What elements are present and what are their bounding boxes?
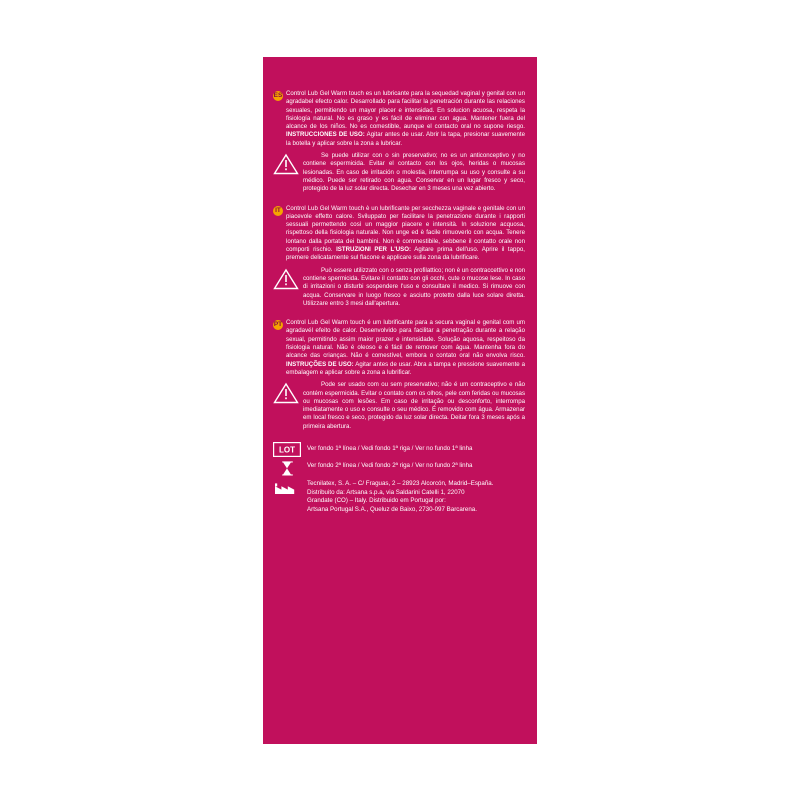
warning-text-it: Può essere utilizzato con o senza profilattico; non è un contraccettivo e non contiene spermicida. Evitare il contatto con gli occhi, cute o mucose lese. In caso di irritazioni o disturbi sospendere l'uso e consultare il medico. Si rimuove con acqua. Conservare in luogo fresco e asciutto protetto dalla luce solare diretta. Utilizzare entro 3 mesi dall'apertura.	[303, 266, 525, 307]
language-block-pt	[273, 319, 525, 431]
warning-row-es	[273, 152, 525, 193]
language-text-es	[286, 90, 525, 148]
description-text-it: Control Lub Gel Warm touch è un lubrificante per secchezza vaginale e genitale con un piacevole effetto calore. Sviluppato per facilitare la penetrazione durante i rapporti sessuali permettendo così un maggior piacere e intensità. In soluzione acquosa, rispettoso della fisiologia naturale. Non unge ed è facile rimuoverlo con acqua. Tenere lontano dalla portata dei bambini. Non è commestibile, sebbene il contatto orale non comporti rischio.	[286, 204, 525, 254]
warning-triangle-icon-pt	[273, 382, 299, 409]
lot-icon	[273, 442, 301, 457]
language-row-it	[273, 205, 525, 263]
description-text-es: Control Lub Gel Warm touch es un lubricante para la sequedad vaginal y genital con un agradabel efecto calor. Desarrollado para facilitar la penetración durante las relaciones sexuales, permitiendo un mayor placer e intensidad. En solucion acuosa, respeta la fisiología natural. No es graso y es fácil de eliminar con agua. Mantener fuera del alcance de los niños. No es comestible, aunque el contacto oral no supone riesgo.	[286, 90, 525, 131]
label-footer	[273, 442, 525, 514]
instructions-text-es: Agitar antes de usar. Abrir la tapa, presionar suavemente la botella y aplicar sobre la zona a lubricar.	[286, 131, 525, 147]
label-content	[273, 90, 525, 518]
manufacturer-line-3: Grandate (CO) – Italy. Distribuido em Portugal por:	[307, 497, 446, 505]
lot-text: Ver fondo 1ª línea / Vedi fondo 1ª riga / Ver no fundo 1ª linha	[307, 444, 473, 452]
language-badge-pt: PT	[273, 321, 283, 329]
instructions-text-it: Agitare prima dell'uso. Aprire il tappo, premere delicatamente sul flacone e applicare sulla zona da lubrificare.	[286, 246, 525, 262]
factory-icon	[273, 480, 301, 495]
instructions-label-pt: INSTRUÇÕES DE USO:	[286, 360, 354, 368]
instructions-text-pt: Agitar antes de usar. Abra a tampa e pressione suavemente a embalagem e aplicar sobre a zona a lubrificar.	[286, 360, 525, 376]
manufacturer-row	[273, 480, 525, 514]
product-label-panel	[263, 57, 537, 744]
language-badge-es: ES	[273, 92, 283, 99]
hourglass-icon	[273, 461, 301, 476]
instructions-label-es: INSTRUCCIONES DE USO:	[286, 131, 365, 139]
manufacturer-address	[307, 480, 493, 514]
warning-row-it	[273, 267, 525, 308]
language-row-pt	[273, 319, 525, 377]
expiry-row	[273, 461, 525, 476]
language-text-it	[286, 205, 525, 263]
description-text-pt: Control Lub Gel Warm touch é um lubrificante para a secura vaginal e genital com um agradavél efeito de calor. Desenvolvido para facilitar a penetração durante a relação sexual, permitindo assim maior prazer e intensidade. Solução aquosa, respeitoso da fisiologia natural. Não é oleoso e é fácil de remover com água. Mantenha fora do alcance das crianças. Não é comestível, embora o contato oral não envolva risco.	[286, 319, 525, 360]
language-row-es	[273, 90, 525, 148]
warning-row-pt	[273, 381, 525, 431]
language-block-es	[273, 90, 525, 194]
instructions-label-it: ISTRUZIONI PER L'USO:	[336, 246, 412, 254]
warning-triangle-icon-it	[273, 268, 299, 295]
warning-text-es: Se puede utilizar con o sin preservativo; no es un anticonceptivo y no contiene espermicida. Evitar el contacto con los ojos, heridas o mucosas lesionadas. En caso de irritación o molestia, interrumpa su uso y consulte a su médico. Puede ser retirado con agua. Conservar en un lugar fresco y seco, protegido de la luz solar directa. Desechar en 3 meses una vez abierto.	[303, 152, 525, 193]
language-text-pt	[286, 319, 525, 377]
lot-row	[273, 442, 525, 457]
warning-triangle-icon-es	[273, 153, 299, 180]
manufacturer-line-2: Distribuito da: Artsana s.p.a, via Saldarini Catelli 1, 22070	[307, 488, 465, 496]
manufacturer-line-1: Tecnilatex, S. A. – C/ Fraguas, 2 – 28923 Alcorcón, Madrid–España.	[307, 479, 494, 487]
language-block-it	[273, 205, 525, 309]
manufacturer-line-4: Artsana Portugal S.A., Queluz de Baixo, 2730-097 Barcarena.	[307, 505, 477, 513]
svg-text:LOT: LOT	[279, 445, 295, 455]
expiry-text: Ver fondo 2ª línea / Vedi fondo 2ª riga / Ver no fundo 2ª linha	[307, 461, 473, 469]
warning-text-pt: Pode ser usado com ou sem preservativo; não é um contraceptivo e não contém espermicida. Evitar o contato com os olhos, pele com feridas ou mucosas ou mucosas com lesões. Em caso de irritação ou desconforto, interrompa imediatamente o uso e consulte o seu médico. É removido com água. Armazenar em local fresco e seco, protegido da luz solar directa. Deitar fora 3 meses após a primeira abertura.	[303, 381, 525, 430]
language-badge-it: IT	[273, 206, 283, 216]
